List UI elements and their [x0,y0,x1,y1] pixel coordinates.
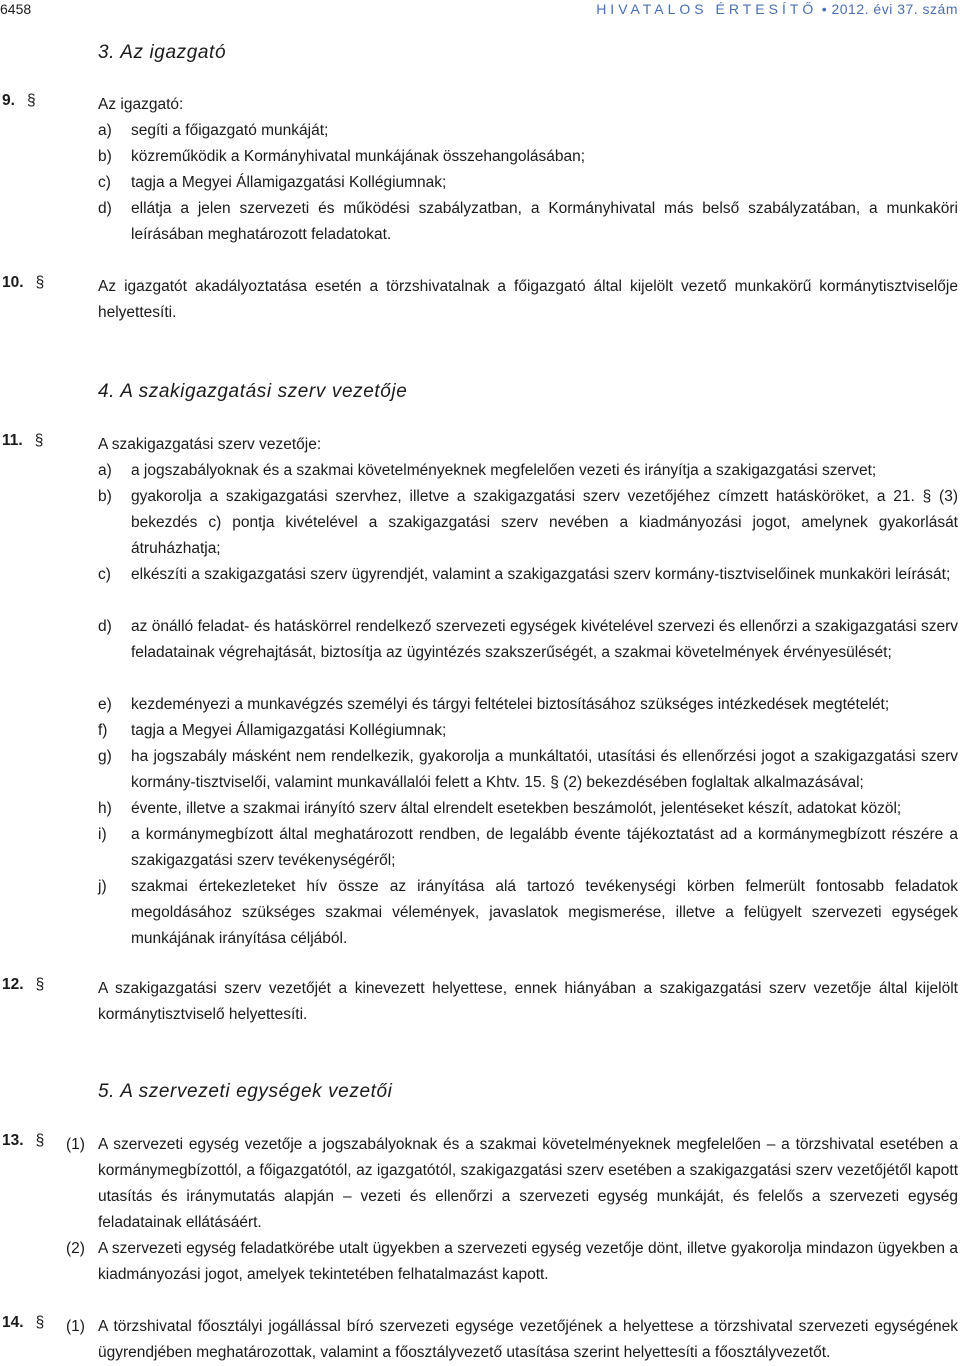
issue-number: 2012. évi 37. szám [831,1,958,17]
p13-sub1-text: A szervezeti egység vezetője a jogszabályoknak és a szakmai követelményeknek megfelelően – a törzshivatal esetében a kormánymegbízottól, a főigazgatótól, az igazgatótól, szakigazgatási szerv esetében a szakigazgatási szerv vezetőjétől kapott utasítás és iránymutatás alapján – vezeti és ellenőrzi a szervezeti egység munkáját, és felelős a szervezeti egység feladatainak ellátásáért. [98,1136,958,1231]
p11-intro: A szakigazgatási szerv vezetője: [98,436,322,453]
list-label: f) [98,722,108,739]
list-text: ellátja a jelen szervezeti és működési szabályzatban, a Kormányhivatal más belső szabályzatában, a munkaköri leírásában meghatározott feladatokat. [131,200,958,243]
subsection-label: (1) [66,1136,85,1153]
paragraph-number-13 [2,1132,44,1150]
list-label: d) [98,618,112,635]
paragraph-number-12 [2,976,44,994]
list-text: tagja a Megyei Államigazgatási Kollégiumnak; [131,174,447,191]
list-label: c) [98,566,111,583]
paragraph-num: 10. [2,274,24,291]
list-label: a) [98,122,112,139]
list-text: a kormánymegbízott által meghatározott rendben, de legalább évente tájékoztatást ad a kormánymegbízott részére a szakigazgatási szerv tevékenységéről; [131,826,958,869]
list-text: tagja a Megyei Államigazgatási Kollégiumnak; [131,722,447,739]
list-label: h) [98,800,112,817]
list-text: ha jogszabály másként nem rendelkezik, gyakorolja a munkáltatói, utasítási és ellenőrzési jogot a szakigazgatási szerv kormány-tisztviselői, valamint munkavállalói felett a Khtv. 15. § (2) bekezdésében foglaltak alkalmazásával; [131,748,958,791]
list-text: elkészíti a szakigazgatási szerv ügyrendjét, valamint a szakigazgatási szerv kormány-tisztviselőinek munkaköri leírását; [131,566,951,583]
journal-info [596,1,958,17]
list-label: j) [98,878,107,895]
journal-name: HIVATALOS ÉRTESÍTŐ [596,1,818,17]
paragraph-num: 13. [2,1132,24,1149]
section-sign: § [35,976,45,993]
paragraph-num: 11. [2,432,23,449]
subsection-label: (2) [66,1240,85,1257]
section-sign: § [34,432,44,449]
list-text: közreműködik a Kormányhivatal munkájának összehangolásában; [131,148,586,165]
section-heading-4: 4. A szakigazgatási szerv vezetője [98,381,408,402]
list-text: a jogszabályoknak és a szakmai követelményeknek megfelelően vezeti és irányítja a szakigazgatási szervet; [131,462,877,479]
list-text: kezdeményezi a munkavégzés személyi és tárgyi feltételei biztosításához szükséges intézkedések megtételét; [131,696,890,713]
list-label: d) [98,200,112,217]
paragraph-number-14 [2,1314,44,1332]
paragraph-number-10 [2,274,44,292]
section-heading-3: 3. Az igazgató [98,42,227,63]
list-text: gyakorolja a szakigazgatási szervhez, illetve a szakigazgatási szerv vezetőjéhez címzett hatásköröket, a 21. § (3) bekezdés c) pontja kivételével a szakigazgatási szerv nevében a kiadmányozási jogot, amelynek gyakorlását átruházhatja; [131,488,958,557]
section-sign: § [35,1132,45,1149]
list-text: segíti a főigazgató munkáját; [131,122,329,139]
section-heading-5: 5. A szervezeti egységek vezetői [98,1081,393,1102]
p13-sub2-text: A szervezeti egység feladatkörébe utalt ügyekben a szervezeti egység vezetője dönt, illetve gyakorolja mindazon ügyekben a kiadmányozási jogot, amelyek tekintetében felhatalmazást kapott. [98,1240,958,1283]
list-text: szakmai értekezleteket hív össze az irányítása alá tartozó tevékenységi körben felmerült fontosabb feladatok megoldásához szükséges szakmai vélemények, javaslatok megismerése, illetve a felügyelt szervezeti egységek munkájának irányítása céljából. [131,878,958,947]
list-label: g) [98,748,112,765]
list-label: a) [98,462,112,479]
list-text: évente, illetve a szakmai irányító szerv által elrendelt esetekben beszámolót, jelentéseket készít, adatokat közöl; [131,800,902,817]
subsection-label: (1) [66,1318,85,1335]
paragraph-num: 9. [2,92,15,109]
p14-sub1-text: A törzshivatal főosztályi jogállással bíró szervezeti egysége vezetőjének a helyettese a törzshivatal szervezeti egységének ügyrendjében meghatározottak, valamint a főosztályvezető utasítása szerint helyettesíti a főosztályvezetőt. [98,1318,958,1361]
section-sign: § [35,274,45,291]
paragraph-number-9 [2,92,36,110]
page-header [0,0,960,20]
list-label: e) [98,696,112,713]
list-label: b) [98,148,112,165]
section-sign: § [26,92,36,109]
list-label: i) [98,826,107,843]
paragraph-num: 12. [2,976,24,993]
p9-intro: Az igazgató: [98,96,184,113]
list-text: az önálló feladat- és hatáskörrel rendelkező szervezeti egységek kivételével szervezi és ellenőrzi a szakigazgatási szerv feladatainak végrehajtását, biztosítja az ügyintézés szakszerűségét, a szakmai követelmények érvényesülését; [131,618,958,661]
paragraph-number-11 [2,432,43,450]
p10-text: Az igazgatót akadályoztatása esetén a törzshivatalnak a főigazgató által kijelölt vezető munkakörű kormánytisztviselője helyettesíti. [98,278,958,321]
list-label: c) [98,174,111,191]
paragraph-num: 14. [2,1314,24,1331]
p12-text: A szakigazgatási szerv vezetőjét a kinevezett helyettese, ennek hiányában a szakigazgatási szerv vezetője által kijelölt kormánytisztviselő helyettesíti. [98,980,958,1023]
header-bullet: • [821,1,828,17]
section-sign: § [35,1314,45,1331]
list-label: b) [98,488,112,505]
page-number: 6458 [0,1,32,17]
